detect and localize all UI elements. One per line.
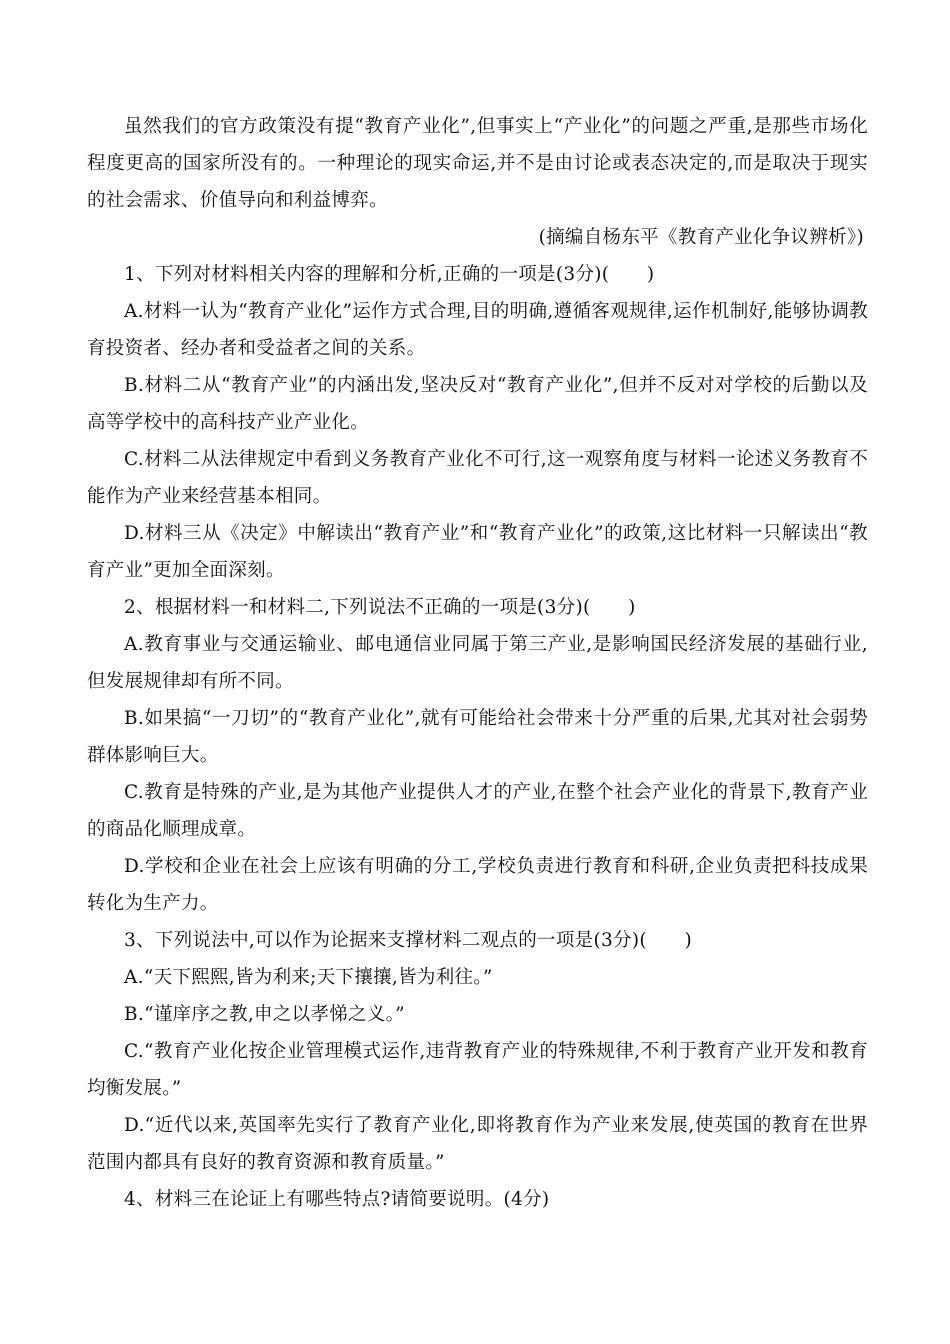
- question-1-option-a: A.材料一认为“教育产业化”运作方式合理,目的明确,遵循客观规律,运作机制好,能够协调教育投资者、经办者和受益者之间的关系。: [87, 301, 868, 359]
- passage-source: (摘编自杨东平《教育产业化争议辨析》): [538, 227, 864, 248]
- question-1-option-b: B.材料二从“教育产业”的内涵出发,坚决反对“教育产业化”,但并不反对对学校的后勤以及高等学校中的高科技产业产业化。: [87, 375, 868, 433]
- question-3-option-d: D.“近代以来,英国率先实行了教育产业化,即将教育作为产业来发展,使英国的教育在世界范围内都具有良好的教育资源和教育质量。”: [87, 1115, 868, 1173]
- passage-paragraph: 虽然我们的官方政策没有提“教育产业化”,但事实上“产业化”的问题之严重,是那些市场化程度更高的国家所没有的。一种理论的现实命运,并不是由讨论或表态决定的,而是取决于现实的社会需求、价值导向和利益博弈。: [87, 116, 868, 211]
- question-1-option-c: C.材料二从法律规定中看到义务教育产业化不可行,这一观察角度与材料一论述义务教育不能作为产业来经营基本相同。: [87, 449, 868, 507]
- question-2-stem: 2、根据材料一和材料二,下列说法不正确的一项是(3分)( ): [124, 597, 636, 618]
- question-3-option-b: B.“谨庠序之教,申之以孝悌之义。”: [124, 1004, 405, 1025]
- question-2-option-a: A.教育事业与交通运输业、邮电通信业同属于第三产业,是影响国民经济发展的基础行业,但发展规律却有所不同。: [87, 634, 868, 692]
- question-3-option-c: C.“教育产业化按企业管理模式运作,违背教育产业的特殊规律,不利于教育产业开发和教育均衡发展。”: [87, 1041, 868, 1099]
- question-2-option-c: C.教育是特殊的产业,是为其他产业提供人才的产业,在整个社会产业化的背景下,教育产业的商品化顺理成章。: [87, 782, 868, 840]
- question-3-stem: 3、下列说法中,可以作为论据来支撑材料二观点的一项是(3分)( ): [124, 930, 692, 951]
- question-1-stem: 1、下列对材料相关内容的理解和分析,正确的一项是(3分)( ): [124, 264, 655, 285]
- question-3-option-a: A.“天下熙熙,皆为利来;天下攘攘,皆为利往。”: [124, 967, 493, 988]
- question-2-option-b: B.如果搞“一刀切”的“教育产业化”,就有可能给社会带来十分严重的后果,尤其对社会弱势群体影响巨大。: [87, 708, 868, 766]
- question-2-option-d: D.学校和企业在社会上应该有明确的分工,学校负责进行教育和科研,企业负责把科技成果转化为生产力。: [87, 856, 868, 914]
- question-4-stem: 4、材料三在论证上有哪些特点?请简要说明。(4分): [124, 1189, 550, 1210]
- question-1-option-d: D.材料三从《决定》中解读出“教育产业”和“教育产业化”的政策,这比材料一只解读出“教育产业”更加全面深刻。: [87, 523, 868, 581]
